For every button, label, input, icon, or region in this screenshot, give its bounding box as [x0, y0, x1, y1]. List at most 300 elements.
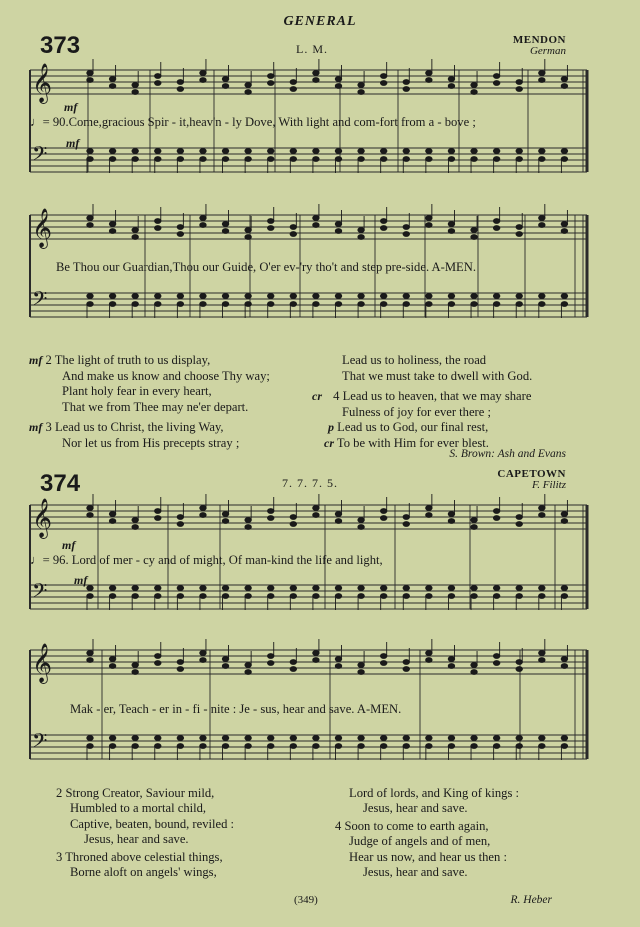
- notehead: [109, 294, 115, 299]
- notehead: [132, 83, 138, 88]
- hymn-374-lyrics-line-1: ♩= 96. Lord of mer - cy and of might, Of man-kind the life and light,: [30, 553, 383, 567]
- notehead: [380, 302, 386, 307]
- notehead: [539, 223, 545, 228]
- notehead: [155, 294, 161, 299]
- notehead: [493, 661, 499, 666]
- notehead: [87, 658, 93, 663]
- notehead: [358, 228, 364, 233]
- notehead: [403, 586, 409, 591]
- notehead: [380, 516, 386, 521]
- notehead: [493, 157, 499, 162]
- notehead: [471, 228, 477, 233]
- section-heading: GENERAL: [283, 14, 357, 29]
- notehead: [290, 149, 296, 154]
- notehead: [539, 149, 545, 154]
- notehead: [177, 225, 183, 230]
- notehead: [290, 667, 296, 672]
- notehead: [290, 515, 296, 520]
- notehead: [448, 84, 454, 89]
- notehead: [380, 157, 386, 162]
- notehead: [380, 594, 386, 599]
- notehead: [268, 81, 274, 86]
- notehead: [516, 586, 522, 591]
- notehead: [268, 594, 274, 599]
- notehead: [268, 294, 274, 299]
- notehead: [358, 594, 364, 599]
- notehead: [471, 525, 477, 530]
- notehead: [245, 294, 251, 299]
- notehead: [448, 586, 454, 591]
- hymn-374-composer: F. Filitz: [531, 479, 566, 491]
- notehead: [200, 149, 206, 154]
- notehead: [109, 586, 115, 591]
- notehead: [268, 74, 274, 79]
- notehead: [268, 149, 274, 154]
- notehead: [426, 594, 432, 599]
- notehead: [313, 71, 319, 76]
- notehead: [493, 294, 499, 299]
- notehead: [380, 149, 386, 154]
- notehead: [516, 87, 522, 92]
- notehead: [155, 516, 161, 521]
- notehead: [109, 302, 115, 307]
- notehead: [132, 586, 138, 591]
- notehead: [561, 512, 567, 517]
- notehead: [335, 657, 341, 662]
- notehead: [222, 302, 228, 307]
- notehead: [448, 657, 454, 662]
- notehead: [109, 157, 115, 162]
- notehead: [448, 744, 454, 749]
- notehead: [335, 149, 341, 154]
- notehead: [426, 506, 432, 511]
- notehead: [448, 222, 454, 227]
- notehead: [222, 84, 228, 89]
- notehead: [335, 744, 341, 749]
- notehead: [380, 74, 386, 79]
- notehead: [426, 71, 432, 76]
- notehead: [245, 663, 251, 668]
- notehead: [403, 157, 409, 162]
- notehead: [222, 736, 228, 741]
- notehead: [471, 518, 477, 523]
- bass-clef-icon: 𝄢: [32, 729, 48, 757]
- bass-clef-icon: 𝄢: [32, 142, 48, 170]
- notehead: [245, 83, 251, 88]
- notehead: [87, 302, 93, 307]
- notehead: [471, 149, 477, 154]
- notehead: [426, 223, 432, 228]
- notehead: [403, 302, 409, 307]
- notehead: [335, 222, 341, 227]
- notehead: [155, 586, 161, 591]
- notehead: [561, 586, 567, 591]
- quarter-note-icon: ♩: [30, 115, 43, 129]
- notehead: [358, 149, 364, 154]
- treble-clef-icon: 𝄞: [32, 208, 53, 248]
- notehead: [87, 513, 93, 518]
- notehead: [313, 294, 319, 299]
- notehead: [290, 302, 296, 307]
- notehead: [290, 586, 296, 591]
- notehead: [200, 586, 206, 591]
- notehead: [200, 223, 206, 228]
- notehead: [335, 512, 341, 517]
- notehead: [87, 149, 93, 154]
- notehead: [539, 294, 545, 299]
- notehead: [268, 744, 274, 749]
- notehead: [109, 657, 115, 662]
- notehead: [539, 216, 545, 221]
- notehead: [516, 157, 522, 162]
- notehead: [561, 157, 567, 162]
- notehead: [335, 594, 341, 599]
- notehead: [290, 660, 296, 665]
- notehead: [222, 229, 228, 234]
- notehead: [155, 509, 161, 514]
- treble-staff: [30, 215, 587, 239]
- notehead: [245, 518, 251, 523]
- notehead: [448, 736, 454, 741]
- notehead: [335, 302, 341, 307]
- hymn-373-verses-left: mf 2 The light of truth to us display, And make us know and choose Thy way; Plant holy fear in every heart, That we from Thee may ne'er depart. mf 3 Lead us to Christ, the living Way, Nor let us from His precepts stray ;: [29, 353, 270, 450]
- notehead: [245, 90, 251, 95]
- notehead: [335, 229, 341, 234]
- notehead: [200, 506, 206, 511]
- notehead: [403, 149, 409, 154]
- notehead: [403, 744, 409, 749]
- notehead: [403, 660, 409, 665]
- notehead: [268, 509, 274, 514]
- notehead: [132, 90, 138, 95]
- hymn-373-origin: German: [529, 45, 566, 57]
- notehead: [177, 522, 183, 527]
- notehead: [448, 302, 454, 307]
- notehead: [177, 744, 183, 749]
- notehead: [313, 302, 319, 307]
- notehead: [335, 157, 341, 162]
- notehead: [200, 594, 206, 599]
- notehead: [313, 216, 319, 221]
- notehead: [516, 515, 522, 520]
- notehead: [222, 594, 228, 599]
- notehead: [132, 670, 138, 675]
- notehead: [268, 654, 274, 659]
- notehead: [539, 658, 545, 663]
- notehead: [471, 302, 477, 307]
- notehead: [561, 594, 567, 599]
- notehead: [403, 225, 409, 230]
- notehead: [335, 736, 341, 741]
- notehead: [561, 149, 567, 154]
- notehead: [539, 71, 545, 76]
- notehead: [493, 509, 499, 514]
- notehead: [493, 744, 499, 749]
- notehead: [155, 654, 161, 659]
- notehead: [200, 736, 206, 741]
- notehead: [245, 594, 251, 599]
- notehead: [493, 219, 499, 224]
- notehead: [245, 736, 251, 741]
- notehead: [87, 744, 93, 749]
- notehead: [380, 81, 386, 86]
- notehead: [403, 594, 409, 599]
- notehead: [358, 83, 364, 88]
- notehead: [516, 522, 522, 527]
- notehead: [313, 651, 319, 656]
- notehead: [335, 519, 341, 524]
- notehead: [358, 525, 364, 530]
- notehead: [155, 74, 161, 79]
- notehead: [132, 525, 138, 530]
- notehead: [516, 225, 522, 230]
- notehead: [448, 294, 454, 299]
- notehead: [109, 84, 115, 89]
- notehead: [245, 157, 251, 162]
- notehead: [268, 302, 274, 307]
- notehead: [539, 302, 545, 307]
- notehead: [155, 302, 161, 307]
- treble-staff: [30, 650, 587, 674]
- notehead: [493, 74, 499, 79]
- notehead: [426, 586, 432, 591]
- notehead: [426, 149, 432, 154]
- notehead: [561, 664, 567, 669]
- notehead: [155, 744, 161, 749]
- notehead: [403, 232, 409, 237]
- notehead: [87, 294, 93, 299]
- notehead: [155, 594, 161, 599]
- hymn-373-lyrics-line-1: ♩= 90.Come,gracious Spir - it,heav'n - ly Dove, With light and com-fort from a - bove ;: [30, 115, 476, 129]
- notehead: [200, 294, 206, 299]
- notehead: [493, 594, 499, 599]
- notehead: [132, 736, 138, 741]
- notehead: [448, 519, 454, 524]
- notehead: [177, 232, 183, 237]
- hymn-number-374: 374: [40, 470, 81, 497]
- notehead: [403, 515, 409, 520]
- notehead: [539, 78, 545, 83]
- notehead: [380, 294, 386, 299]
- notehead: [313, 658, 319, 663]
- notehead: [268, 219, 274, 224]
- notehead: [380, 226, 386, 231]
- notehead: [268, 157, 274, 162]
- notehead: [132, 149, 138, 154]
- notehead: [403, 87, 409, 92]
- notehead: [358, 744, 364, 749]
- notehead: [313, 513, 319, 518]
- notehead: [313, 736, 319, 741]
- notehead: [403, 80, 409, 85]
- notehead: [471, 744, 477, 749]
- notehead: [177, 149, 183, 154]
- notehead: [471, 736, 477, 741]
- notehead: [313, 506, 319, 511]
- notehead: [471, 235, 477, 240]
- notehead: [200, 216, 206, 221]
- notehead: [132, 294, 138, 299]
- notehead: [516, 294, 522, 299]
- notehead: [109, 149, 115, 154]
- notehead: [132, 663, 138, 668]
- notehead: [471, 594, 477, 599]
- notehead: [200, 302, 206, 307]
- notehead: [403, 294, 409, 299]
- bass-clef-icon: 𝄢: [32, 579, 48, 607]
- notehead: [561, 657, 567, 662]
- notehead: [290, 522, 296, 527]
- notehead: [313, 586, 319, 591]
- notehead: [561, 77, 567, 82]
- notehead: [493, 654, 499, 659]
- notehead: [561, 744, 567, 749]
- notehead: [245, 149, 251, 154]
- notehead: [155, 149, 161, 154]
- notehead: [516, 660, 522, 665]
- notehead: [200, 658, 206, 663]
- notehead: [222, 157, 228, 162]
- notehead: [245, 228, 251, 233]
- notehead: [358, 90, 364, 95]
- notehead: [222, 657, 228, 662]
- notehead: [155, 157, 161, 162]
- notehead: [177, 157, 183, 162]
- notehead: [516, 149, 522, 154]
- notehead: [358, 670, 364, 675]
- notehead: [380, 736, 386, 741]
- notehead: [493, 81, 499, 86]
- notehead: [539, 651, 545, 656]
- notehead: [448, 594, 454, 599]
- notehead: [290, 744, 296, 749]
- notehead: [426, 513, 432, 518]
- hymn-373-dynamic-top: mf: [64, 100, 78, 114]
- notehead: [87, 736, 93, 741]
- notehead: [109, 664, 115, 669]
- notehead: [426, 294, 432, 299]
- notehead: [222, 149, 228, 154]
- notehead: [471, 83, 477, 88]
- notehead: [290, 80, 296, 85]
- notehead: [448, 149, 454, 154]
- notehead: [313, 744, 319, 749]
- notehead: [313, 149, 319, 154]
- notehead: [471, 663, 477, 668]
- notehead: [132, 157, 138, 162]
- notehead: [561, 222, 567, 227]
- notehead: [516, 736, 522, 741]
- notehead: [290, 232, 296, 237]
- notehead: [516, 744, 522, 749]
- notehead: [177, 594, 183, 599]
- notehead: [268, 226, 274, 231]
- notehead: [177, 667, 183, 672]
- notehead: [109, 77, 115, 82]
- notehead: [516, 302, 522, 307]
- notehead: [200, 78, 206, 83]
- notehead: [493, 516, 499, 521]
- notehead: [87, 71, 93, 76]
- notehead: [358, 294, 364, 299]
- notehead: [561, 229, 567, 234]
- notehead: [358, 586, 364, 591]
- notehead: [448, 664, 454, 669]
- notehead: [380, 661, 386, 666]
- notehead: [380, 586, 386, 591]
- notehead: [313, 78, 319, 83]
- notehead: [200, 651, 206, 656]
- notehead: [539, 594, 545, 599]
- notehead: [426, 736, 432, 741]
- notehead: [335, 294, 341, 299]
- notehead: [471, 586, 477, 591]
- notehead: [471, 157, 477, 162]
- notehead: [109, 594, 115, 599]
- notehead: [561, 519, 567, 524]
- notehead: [109, 222, 115, 227]
- notehead: [561, 736, 567, 741]
- notehead: [177, 87, 183, 92]
- notehead: [539, 157, 545, 162]
- page-number: (349): [294, 894, 318, 906]
- notehead: [268, 736, 274, 741]
- notehead: [380, 744, 386, 749]
- notehead: [403, 667, 409, 672]
- notehead: [245, 744, 251, 749]
- notehead: [155, 226, 161, 231]
- notehead: [132, 594, 138, 599]
- notehead: [222, 744, 228, 749]
- notehead: [539, 586, 545, 591]
- treble-staff: [30, 70, 587, 94]
- notehead: [358, 736, 364, 741]
- notehead: [222, 664, 228, 669]
- notehead: [539, 513, 545, 518]
- hymn-374-verses-right: Lord of lords, and King of kings : Jesus, hear and save. 4 Soon to come to earth again, Judge of angels and of men, Hear us now, and hear us then : Jesus, hear and save.: [335, 786, 519, 880]
- hymn-373-tune-name: MENDON: [512, 34, 566, 46]
- notehead: [403, 522, 409, 527]
- hymn-374-dynamic-top: mf: [62, 538, 76, 552]
- notehead: [561, 84, 567, 89]
- notehead: [358, 302, 364, 307]
- notehead: [222, 512, 228, 517]
- hymn-373-meter: L. M.: [296, 42, 328, 56]
- notehead: [177, 302, 183, 307]
- notehead: [335, 84, 341, 89]
- notehead: [245, 586, 251, 591]
- treble-clef-icon: 𝄞: [32, 643, 53, 683]
- notehead: [177, 660, 183, 665]
- notehead: [155, 661, 161, 666]
- quarter-note-icon: ♩: [30, 553, 43, 567]
- bass-clef-icon: 𝄢: [32, 287, 48, 315]
- hymn-374-tune-name: CAPETOWN: [497, 468, 566, 480]
- notehead: [132, 744, 138, 749]
- hymn-374-verses-left: 2 Strong Creator, Saviour mild, Humbled to a mortal child, Captive, beaten, bound, reviled : Jesus, hear and save. 3 Throned above celestial things, Borne aloft on angels' wings,: [56, 786, 235, 880]
- notehead: [290, 87, 296, 92]
- notehead: [493, 736, 499, 741]
- notehead: [539, 736, 545, 741]
- notehead: [245, 525, 251, 530]
- notehead: [132, 518, 138, 523]
- notehead: [268, 516, 274, 521]
- notehead: [561, 302, 567, 307]
- notehead: [358, 157, 364, 162]
- notehead: [109, 512, 115, 517]
- notehead: [426, 216, 432, 221]
- treble-clef-icon: 𝄞: [32, 498, 53, 538]
